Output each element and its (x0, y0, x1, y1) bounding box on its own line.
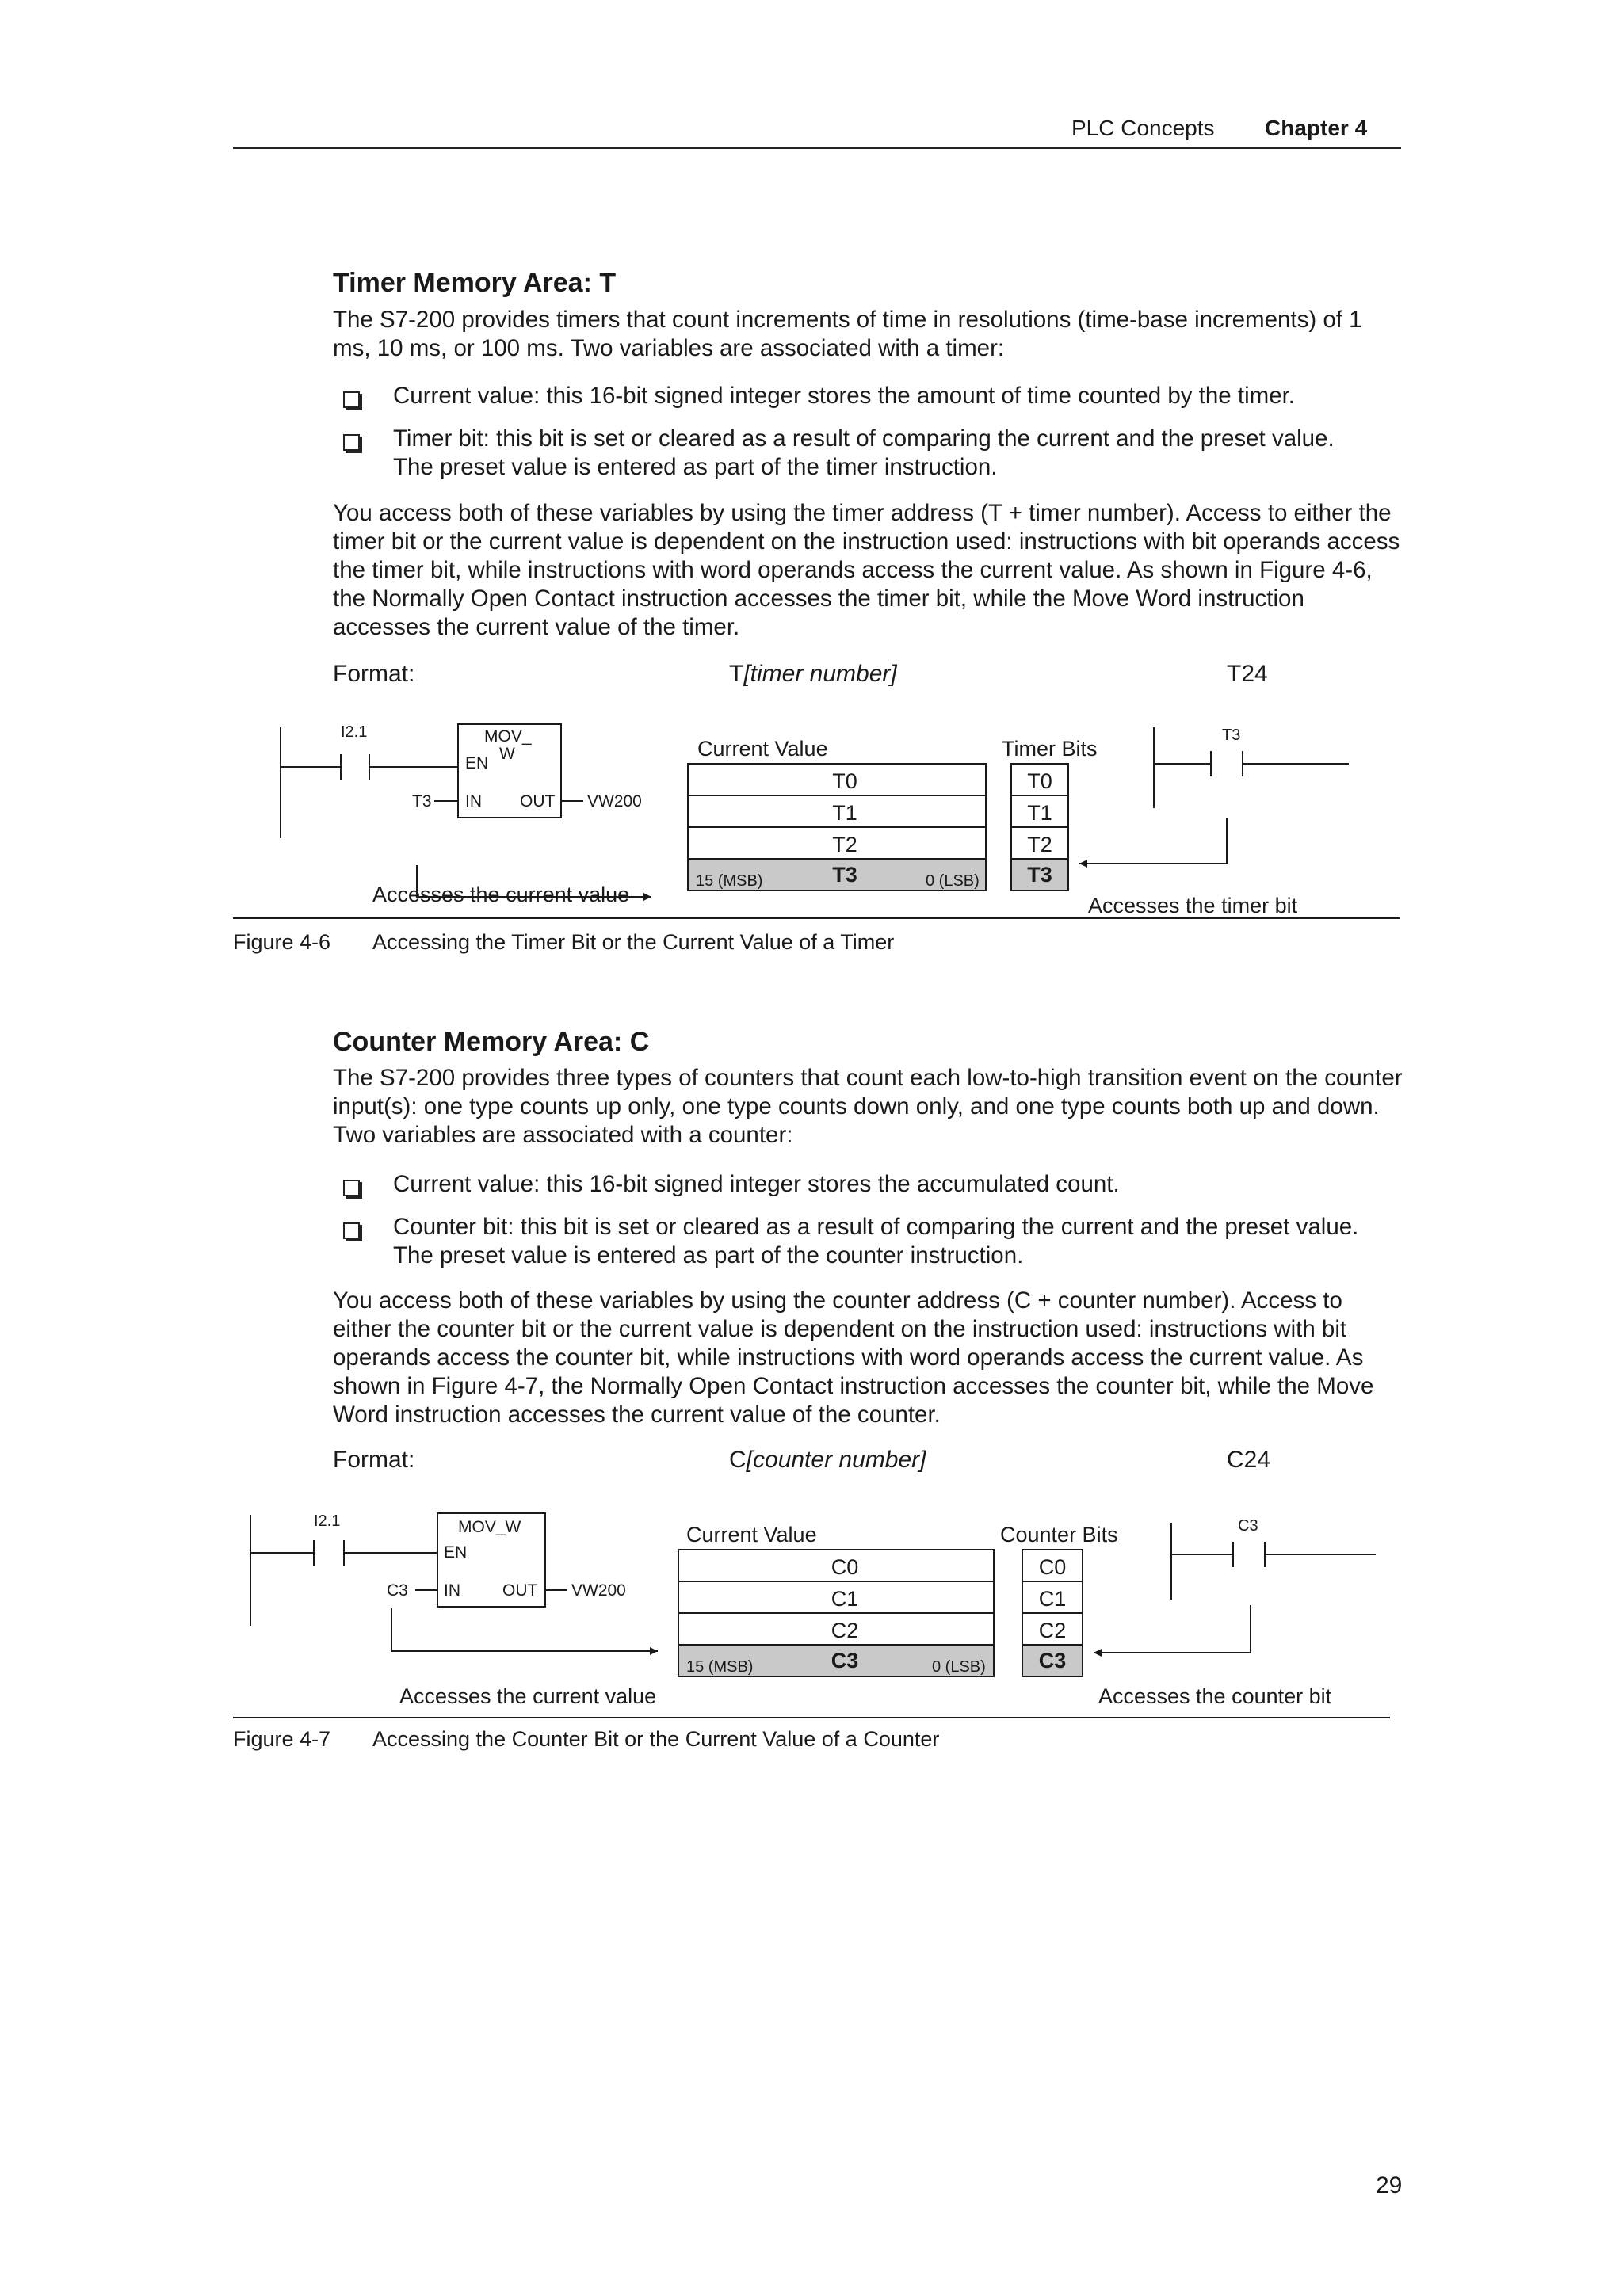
bullet-text: Counter bit: this bit is set or cleared as a result of comparing the current and the preset value. The preset value is entered as part of the counter instruction. (393, 1214, 1359, 1268)
bit-row-2: C2 (1038, 1619, 1067, 1642)
header-rule (233, 147, 1401, 149)
msb-label: 15 (MSB) (686, 1658, 754, 1676)
box-title: MOV_W (458, 1518, 521, 1536)
checkbox-bullet-icon (343, 1222, 360, 1239)
out-pin: OUT (520, 792, 556, 810)
list-item (333, 1213, 1376, 1270)
counter-format-syntax: C[counter number] (729, 1447, 926, 1473)
counter-bits-label: Counter Bits (1000, 1523, 1118, 1547)
list-item (333, 382, 1376, 410)
checkbox-bullet-icon (343, 434, 360, 451)
bit-row-0: T0 (1027, 769, 1052, 793)
timer-intro: The S7-200 provides timers that count increments of time in resolutions (time-base increments) of 1 ms, 10 ms, or 100 ms. Two variables are associated with a timer: (333, 307, 1362, 361)
counter-heading: Counter Memory Area: C (333, 1027, 650, 1057)
current-value-label: Current Value (697, 737, 828, 761)
cv-row-1: T1 (832, 801, 857, 825)
figure-4-7-number: Figure 4-7 (233, 1727, 331, 1751)
counter-body: You access both of these variables by using the counter address (C + counter number). Access to either the counter bit or the current value is dependent on the instruction used: instructions with bit operands access the counter bit, while instructions with word operands access the current value. As shown in Figure 4-7, the Normally Open Contact instruction accesses the counter bit, while the Move Word instruction accesses the current value of the counter. (333, 1287, 1374, 1428)
bit-row-1: T1 (1027, 801, 1052, 825)
box-title: MOV_ (484, 727, 532, 746)
bit-row-3: C3 (1038, 1649, 1067, 1672)
box-title-line2: W (499, 745, 515, 763)
out-pin: OUT (502, 1581, 538, 1600)
counter-format-example: C24 (1227, 1447, 1271, 1473)
timer-bits-label: Timer Bits (1002, 737, 1098, 761)
en-pin: EN (465, 754, 489, 772)
cv-row-2: T2 (832, 833, 857, 856)
counter-bit-arrow (1094, 1605, 1251, 1653)
running-header-chapter: Chapter 4 (1265, 116, 1368, 140)
note-current-value: Accesses the current value (399, 1684, 657, 1708)
timer-format-syntax: T[timer number] (729, 661, 897, 687)
bullet-text: Current value: this 16-bit signed integer stores the amount of time counted by the timer. (393, 383, 1295, 409)
contact-label: I2.1 (314, 1512, 341, 1530)
in-pin: IN (465, 792, 482, 810)
bullet-text: Current value: this 16-bit signed integer stores the accumulated count. (393, 1171, 1120, 1197)
en-pin: EN (444, 1543, 468, 1562)
cv-row-2: C2 (831, 1619, 859, 1642)
current-value-arrow (391, 1608, 658, 1651)
contact-label: I2.1 (341, 723, 368, 741)
msb-label: 15 (MSB) (696, 872, 763, 890)
running-header-section: PLC Concepts (1071, 116, 1215, 140)
checkbox-bullet-icon (343, 391, 360, 408)
timer-bullet-list (333, 382, 1376, 482)
timer-bit-arrow (1079, 818, 1227, 864)
counter-format-label: Format: (333, 1447, 415, 1473)
figure-4-7-caption: Accessing the Counter Bit or the Current Value of a Counter (372, 1727, 940, 1751)
checkbox-bullet-icon (343, 1180, 360, 1196)
right-contact-label: C3 (1238, 1517, 1258, 1535)
list-item (333, 425, 1376, 482)
bit-row-0: C0 (1038, 1555, 1067, 1579)
in-operand: C3 (387, 1581, 408, 1600)
timer-body: You access both of these variables by using the timer address (T + timer number). Access to either the timer bit or the current value is dependent on the instruction used: instructions with bit operands access the timer bit, while instructions with word operands access the current value. As shown in Figure 4-6, the Normally Open Contact instruction accesses the timer bit, while the Move Word instruction accesses the current value of the timer. (333, 500, 1400, 640)
page-number: 29 (1376, 2172, 1403, 2199)
lsb-label: 0 (LSB) (932, 1658, 986, 1676)
cv-row-0: T0 (832, 769, 857, 793)
cv-row-1: C1 (831, 1587, 859, 1611)
out-operand: VW200 (571, 1581, 626, 1600)
note-counter-bit: Accesses the counter bit (1098, 1684, 1332, 1708)
in-pin: IN (444, 1581, 460, 1600)
bullet-text: Timer bit: this bit is set or cleared as a result of comparing the current and the preset value. The preset value is entered as part of the timer instruction. (393, 425, 1335, 480)
counter-bullet-list (333, 1170, 1376, 1270)
note-current-value: Accesses the current value (372, 883, 630, 906)
cv-row-3: C3 (831, 1649, 859, 1672)
current-value-label: Current Value (686, 1523, 817, 1547)
cv-row-0: C0 (831, 1555, 859, 1579)
timer-format-example: T24 (1227, 661, 1268, 687)
counter-access-figure (0, 1501, 1623, 1730)
right-contact-label: T3 (1222, 727, 1241, 744)
bit-row-1: C1 (1038, 1587, 1067, 1611)
out-operand: VW200 (587, 792, 642, 810)
lsb-label: 0 (LSB) (926, 872, 980, 890)
list-item (333, 1170, 1376, 1199)
in-operand: T3 (412, 792, 432, 810)
note-timer-bit: Accesses the timer bit (1088, 894, 1298, 917)
figure-4-6-number: Figure 4-6 (233, 930, 331, 954)
timer-heading: Timer Memory Area: T (333, 268, 617, 298)
figure-4-6-caption: Accessing the Timer Bit or the Current Value of a Timer (372, 930, 895, 954)
counter-intro: The S7-200 provides three types of counters that count each low-to-high transition event on the counter input(s): one type counts up only, one type counts down only, and one type counts both up and down. Two variables are associated with a counter: (333, 1065, 1403, 1148)
timer-format-label: Format: (333, 661, 415, 687)
bit-row-2: T2 (1027, 833, 1052, 856)
bit-row-3: T3 (1027, 863, 1052, 887)
cv-row-3: T3 (832, 863, 857, 887)
timer-access-figure (0, 713, 1623, 927)
